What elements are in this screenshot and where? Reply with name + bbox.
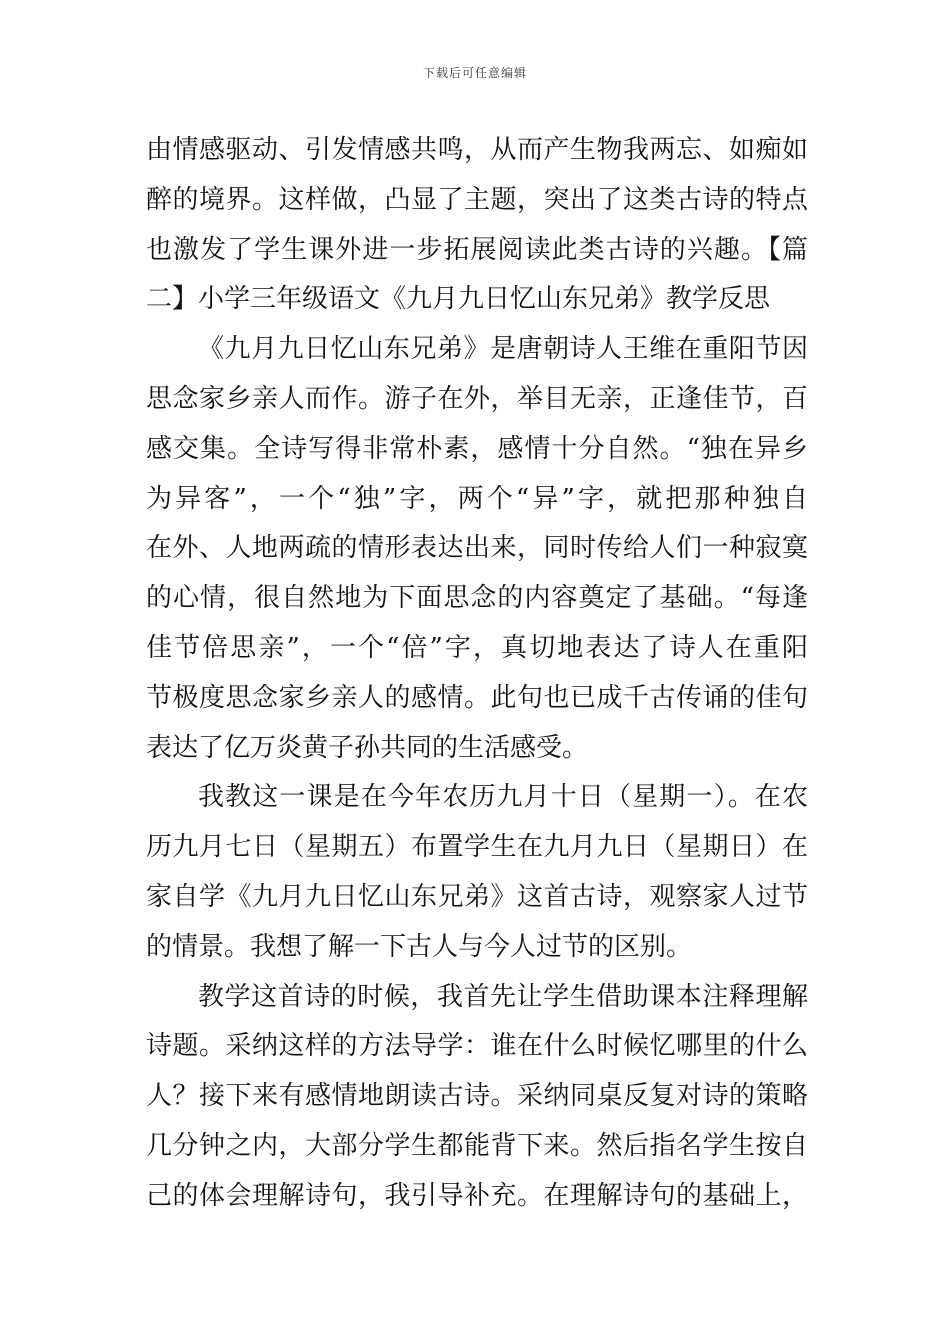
text-line: 几分钟之内，大部分学生都能背下来。然后指名学生按自 xyxy=(146,1130,808,1161)
paragraph xyxy=(146,773,808,972)
text-line: 在外、人地两疏的情形表达出来，同时传给人们一种寂寞 xyxy=(146,533,808,564)
document-body xyxy=(146,126,808,1222)
paragraph xyxy=(146,325,808,773)
text-line: 我教这一课是在今年农历九月十日（星期一）。在农 xyxy=(198,782,808,813)
text-line: 二】小学三年级语文《九月九日忆山东兄弟》教学反思 xyxy=(146,284,771,315)
text-line: 节极度思念家乡亲人的感情。此句也已成千古传诵的佳句 xyxy=(146,682,808,713)
text-line: 人？接下来有感情地朗读古诗。采纳同桌反复对诗的策略 xyxy=(146,1081,808,1112)
paragraph xyxy=(146,973,808,1222)
text-line: 诗题。采纳这样的方法导学：谁在什么时候忆哪里的什么 xyxy=(146,1031,808,1062)
text-line: 己的体会理解诗句，我引导补充。在理解诗句的基础上， xyxy=(146,1180,808,1211)
text-line: 佳节倍思亲”，一个“倍”字，真切地表达了诗人在重阳 xyxy=(146,632,808,663)
text-line: 也激发了学生课外进一步拓展阅读此类古诗的兴趣。【篇 xyxy=(146,234,808,265)
text-line: 《九月九日忆山东兄弟》是唐朝诗人王维在重阳节因 xyxy=(198,334,808,365)
text-line: 醉的境界。这样做，凸显了主题，突出了这类古诗的特点 xyxy=(146,184,808,215)
text-line: 思念家乡亲人而作。游子在外，举目无亲，正逢佳节，百 xyxy=(146,383,808,414)
text-line: 教学这首诗的时候，我首先让学生借助课本注释理解 xyxy=(198,981,808,1012)
page-header: 下载后可任意编辑 xyxy=(422,66,527,80)
text-line: 历九月七日（星期五）布置学生在九月九日（星期日）在 xyxy=(146,832,808,863)
paragraph xyxy=(146,126,808,325)
text-line: 家自学《九月九日忆山东兄弟》这首古诗，观察家人过节 xyxy=(146,881,808,912)
text-line: 表达了亿万炎黄子孙共同的生活感受。 xyxy=(146,732,589,763)
text-line: 的情景。我想了解一下古人与今人过节的区别。 xyxy=(146,931,693,962)
text-line: 为异客”，一个“独”字，两个“异”字，就把那种独自 xyxy=(146,483,808,514)
text-line: 感交集。全诗写得非常朴素，感情十分自然。“独在异乡 xyxy=(146,433,808,464)
text-line: 由情感驱动、引发情感共鸣，从而产生物我两忘、如痴如 xyxy=(146,135,808,165)
text-line: 的心情，很自然地为下面思念的内容奠定了基础。“每逢 xyxy=(146,583,808,614)
